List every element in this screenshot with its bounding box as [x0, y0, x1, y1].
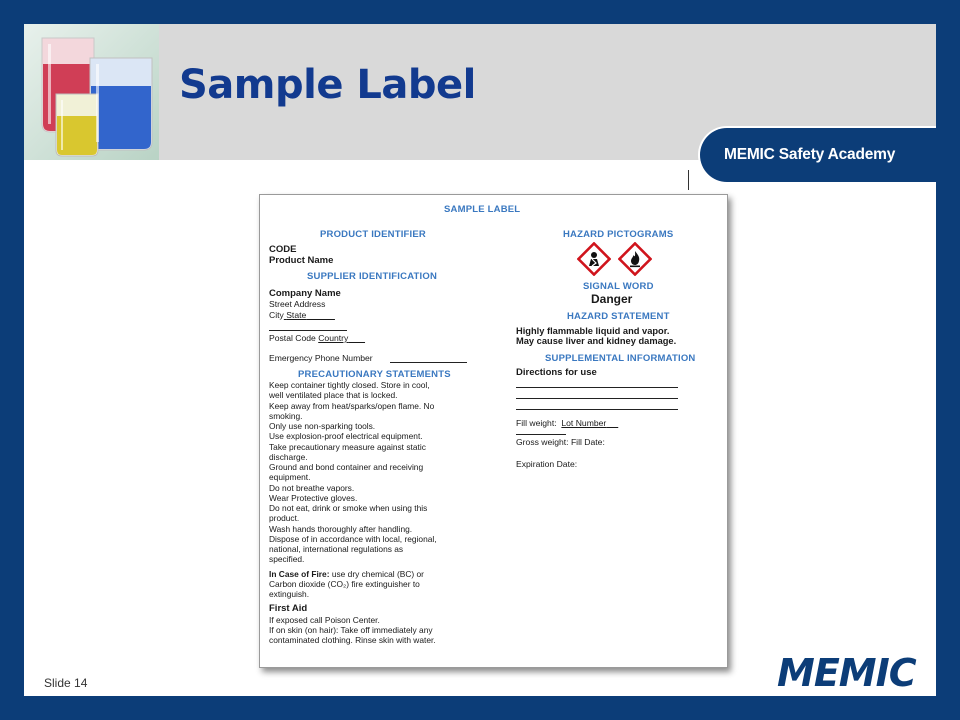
precaution-line: smoking.: [269, 410, 303, 421]
postal-code-label: Postal Code: [269, 333, 316, 343]
sample-label-card: [259, 194, 728, 668]
emergency-phone: Emergency Phone Number: [269, 353, 373, 363]
signal-word-value: Danger: [591, 292, 633, 306]
hazard-pictograms-heading: HAZARD PICTOGRAMS: [563, 229, 674, 240]
city-state-row: [269, 310, 335, 320]
slide-title: Sample Label: [179, 62, 476, 108]
address-blank-line: [269, 330, 347, 331]
precautionary-text: [269, 380, 499, 645]
precaution-line: Take precautionary measure against static: [269, 441, 426, 452]
directions-line-2: [516, 398, 678, 399]
lab-beakers-image: [24, 24, 159, 160]
fill-weight-row: [516, 418, 618, 428]
gross-weight-label: Gross weight:: [516, 437, 569, 447]
fill-date-label: Fill Date:: [570, 437, 605, 447]
precaution-line: product.: [269, 513, 300, 524]
precaution-line: Dispose of in accordance with local, regional,: [269, 533, 437, 544]
hazard-statement-line: May cause liver and kidney damage.: [516, 336, 677, 346]
lot-number-label: Lot Number: [561, 418, 607, 428]
academy-badge: [698, 126, 936, 184]
health-hazard-pictogram-icon: [577, 242, 611, 276]
signal-word-heading: SIGNAL WORD: [583, 281, 654, 292]
expiration-date: Expiration Date:: [516, 459, 578, 469]
precaution-line: Keep away from heat/sparks/open flame. No: [269, 400, 435, 411]
fire-line: extinguish.: [269, 589, 310, 599]
state-label: State: [286, 310, 307, 320]
precaution-line: discharge.: [269, 451, 308, 462]
street-address: Street Address: [269, 299, 326, 309]
precaution-line: Only use non-sparking tools.: [269, 421, 376, 431]
supplier-identification-heading: SUPPLIER IDENTIFICATION: [307, 271, 438, 282]
product-identifier-heading: PRODUCT IDENTIFIER: [320, 229, 426, 240]
directions-for-use: Directions for use: [516, 367, 597, 378]
gross-weight-blank-line: [516, 434, 566, 435]
first-aid-label: First Aid: [269, 603, 308, 615]
precaution-line: Keep container tightly closed. Store in cool,: [269, 380, 430, 390]
precaution-line: Ground and bond container and receiving: [269, 462, 424, 472]
hazard-statement-heading: HAZARD STATEMENT: [567, 311, 670, 322]
precaution-line: Do not eat, drink or smoke when using this: [269, 503, 428, 513]
first-aid-line: If exposed call Poison Center.: [269, 614, 380, 625]
first-aid-line: contaminated clothing. Rinse skin with water.: [269, 635, 436, 645]
gross-weight-row: [516, 437, 605, 447]
precaution-line: equipment.: [269, 472, 311, 483]
directions-line-3: [516, 409, 678, 410]
memic-logo: [775, 651, 930, 693]
supplemental-information-heading: SUPPLEMENTAL INFORMATION: [545, 353, 696, 364]
hazard-statement-line: Highly flammable liquid and vapor.: [516, 326, 670, 336]
fire-line: Carbon dioxide (CO₂) fire extinguisher to: [269, 578, 420, 589]
fill-weight-label: Fill weight:: [516, 418, 557, 428]
academy-badge-label: MEMIC Safety Academy: [724, 146, 896, 163]
precaution-line: Use explosion-proof electrical equipment.: [269, 431, 423, 442]
slide-number: Slide 14: [44, 676, 88, 690]
phone-blank-line: [390, 362, 467, 363]
precaution-line: well ventilated place that is locked.: [269, 390, 398, 401]
company-name: Company Name: [269, 288, 341, 299]
precautionary-statements-heading: PRECAUTIONARY STATEMENTS: [298, 369, 451, 380]
precaution-line: Wash hands thoroughly after handling.: [269, 523, 413, 534]
precaution-line: Wear Protective gloves.: [269, 492, 358, 503]
product-code: CODE: [269, 244, 297, 255]
label-title: SAMPLE LABEL: [444, 204, 521, 215]
fire-label: In Case of Fire:: [269, 568, 330, 579]
precaution-line: national, international regulations as: [269, 544, 404, 554]
flame-pictogram-icon: [618, 242, 652, 276]
country-label: Country: [318, 333, 349, 343]
directions-line-1: [516, 387, 678, 388]
memic-logo-text: MEMIC: [777, 651, 916, 693]
first-aid-line: If on skin (on hair): Take off immediately any: [269, 624, 433, 635]
city-label: City: [269, 310, 284, 320]
fire-line: In Case of Fire: use dry chemical (BC) or: [269, 568, 424, 579]
divider-line: [688, 170, 689, 190]
postal-country-row: [269, 333, 365, 343]
precaution-line: specified.: [269, 554, 305, 565]
product-name: Product Name: [269, 255, 334, 266]
precaution-line: Do not breathe vapors.: [269, 482, 355, 493]
